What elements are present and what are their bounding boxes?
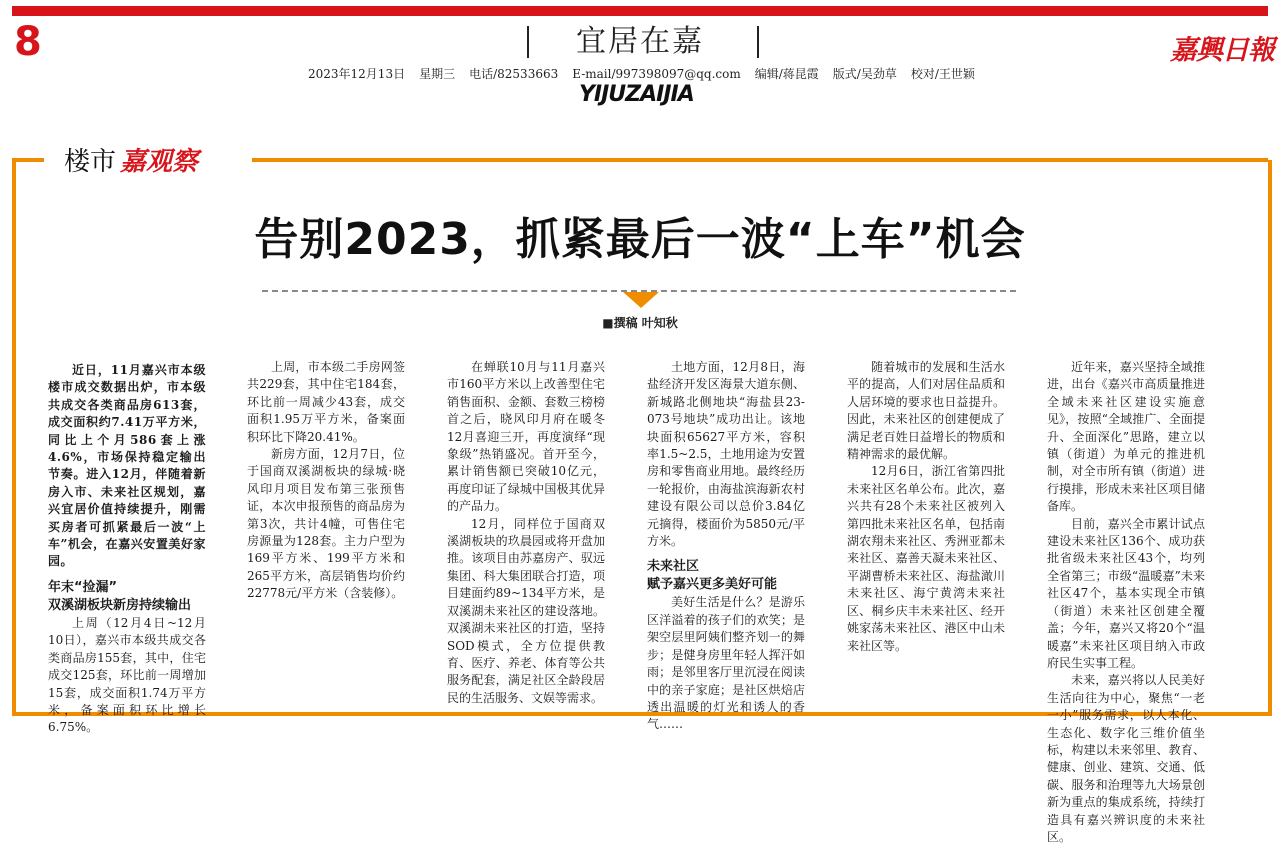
frame-top-right (252, 158, 1268, 162)
section-pinyin: YIJUZAIJIA (579, 82, 694, 107)
proofreader: 校对/王世颖 (910, 67, 975, 81)
page-number: 8 (14, 19, 42, 65)
column-tag-accent: 嘉观察 (120, 147, 199, 177)
column-tag-main: 楼市 (64, 147, 117, 177)
column-1 (48, 362, 206, 735)
column-6 (1047, 359, 1205, 844)
section-title: 宜居在嘉 (576, 24, 704, 59)
title-divider-left (527, 26, 529, 58)
headline: 告别2023，抓紧最后一波“上车”机会 (254, 214, 1026, 265)
issue-weekday: 星期三 (419, 67, 456, 81)
byline: ■撰稿 叶知秋 (602, 316, 678, 330)
paragraph: 美好生活是什么？是游乐区洋溢着的孩子们的欢笑；是架空层里阿姨们整齐划一的舞步；是健身房里年轻人挥汗如雨；是邻里客厅里沉浸在阅读中的亲子家庭；是社区烘焙店透出温暖的灯光和诱人的香气…… (647, 595, 805, 732)
layout-credit: 版式/吴劲草 (832, 67, 897, 81)
issue-date: 2023年12月13日 (308, 67, 406, 81)
paragraph: 近年来，嘉兴坚持全域推进，出台《嘉兴市高质量推进全域未来社区建设实施意见》，按照“全域推广、全面提升、全面深化”思路，建立以镇（街道）为单元的推进机制，对全市所有镇（街道）进行摸排，形成未来社区项目储备库。 (1047, 360, 1205, 514)
phone: 电话/82533663 (469, 67, 559, 81)
column-4 (647, 359, 805, 732)
paragraph: 随着城市的发展和生活水平的提高，人们对居住品质和人居环境的要求也日益提升。因此，未来社区的创建便成了满足老百姓日益增长的物质和精神需求的最优解。 (847, 360, 1005, 462)
masthead-info (308, 66, 989, 82)
frame-top-left (12, 158, 44, 162)
editor: 编辑/蒋昆霞 (754, 67, 819, 81)
paragraph: 上周，市本级二手房网签共229套，其中住宅184套，环比前一周减少43套，成交面积1.95万平方米，备案面积环比下降20.41%。 (247, 360, 405, 444)
email: E-mail/997398097@qq.com (572, 67, 741, 81)
paragraph: 新房方面，12月7日，位于国商双溪湖板块的绿城·晓风印月项目发布第三张预售证，本次申报预售的商品房为第3次，共计4幢，可售住宅房源量为128套。主力户型为169平方米、199平方米和265平方米，高层销售均价约22778元/平方米（含装修）。 (247, 447, 405, 601)
triangle-marker-icon (623, 292, 659, 308)
paragraph: 12月6日，浙江省第四批未来社区名单公布。此次，嘉兴共有28个未来社区被列入第四批未来社区名单，包括南湖农翔未来社区、秀洲亚都未来社区、嘉善天凝未来社区、平湖曹桥未来社区、海盐澉川未来社区、海宁黄湾未来社区、桐乡庆丰未来社区、经开姚家荡未来社区、港区中山未来社区等。 (847, 464, 1005, 653)
paragraph: 目前，嘉兴全市累计试点建设未来社区136个、成功获批省级未来社区43个，均列全省第三；市级“温暖嘉”未来社区47个，基本实现全市镇（街道）未来社区创建全覆盖；今年，嘉兴又将20个“温暖嘉”未来社区项目纳入市政府民生实事工程。 (1047, 516, 1205, 670)
lead-paragraph: 近日，11月嘉兴市本级楼市成交数据出炉，市本级共成交各类商品房613套，成交面积约7.41万平方米，同比上个月586套上涨4.6%，市场保持稳定输出节奏。进入12月，伴随着新房入市、未来社区规划，嘉兴宜居价值持续提升，刚需买房者可抓紧最后一波“上车”机会，在嘉兴安置美好家园。 (48, 363, 206, 569)
paragraph: 土地方面，12月8日，海盐经济开发区海景大道东侧、新城路北侧地块“海盐县23-073号地块”成功出让。该地块面积65627平方米，容积率1.5~2.5，土地用途为安置房和零售商业用地。最终经历一轮报价，由海盐滨海新农村建设有限公司以总价3.84亿元摘得，楼面价为5850元/平方米。 (647, 360, 805, 549)
title-divider-right (757, 26, 759, 58)
column-2 (247, 359, 405, 699)
subheading-1-line2: 双溪湖板块新房持续输出 (48, 597, 192, 613)
paragraph: 上周（12月4日~12月10日），嘉兴市本级共成交各类商品房155套，其中，住宅成交125套，环比前一周增加15套，成交面积1.74万平方米，备案面积环比增长6.75%。 (48, 615, 206, 735)
subheading-1-line1: 年末“捡漏” (48, 579, 118, 595)
column-tag (64, 144, 198, 180)
subheading-2-line1: 未来社区 (647, 559, 700, 575)
paragraph: 在蝉联10月与11月嘉兴市160平方米以上改善型住宅销售面积、金额、套数三榜榜首之后，晓风印月府在暖冬12月喜迎三开，再度演绎“现象级”热销盛况。首开至今，累计销售额已突破10亿元，再度印证了绿城中国极其优异的产品力。 (447, 360, 605, 514)
column-5 (847, 359, 1005, 699)
newspaper-logo: 嘉興日報 (1170, 35, 1274, 66)
paragraph: 12月，同样位于国商双溪湖板块的玖晨园或将开盘加推。该项目由苏嘉房产、驭远集团、科大集团联合打造，项目建面约89~134平方米，是双溪湖未来社区的建设落地。双溪湖未来社区的打造，坚持SOD模式，全方位提供教育、医疗、养老、体育等公共服务配套，满足社区全龄段居民的生活服务、文娱等需求。 (447, 516, 605, 705)
paragraph: 未来，嘉兴将以人民美好生活向往为中心，聚焦“一老一小”服务需求，以人本化、生态化、数字化三维价值坐标，构建以未来邻里、教育、健康、创业、建筑、交通、低碳、服务和治理等九大场景创新为重点的集成系统，持续打造具有嘉兴辨识度的未来社区。 (1047, 673, 1205, 844)
top-red-rule (12, 6, 1268, 16)
subheading-2-line2: 赋予嘉兴更多美好可能 (647, 577, 778, 593)
column-3 (447, 359, 605, 705)
